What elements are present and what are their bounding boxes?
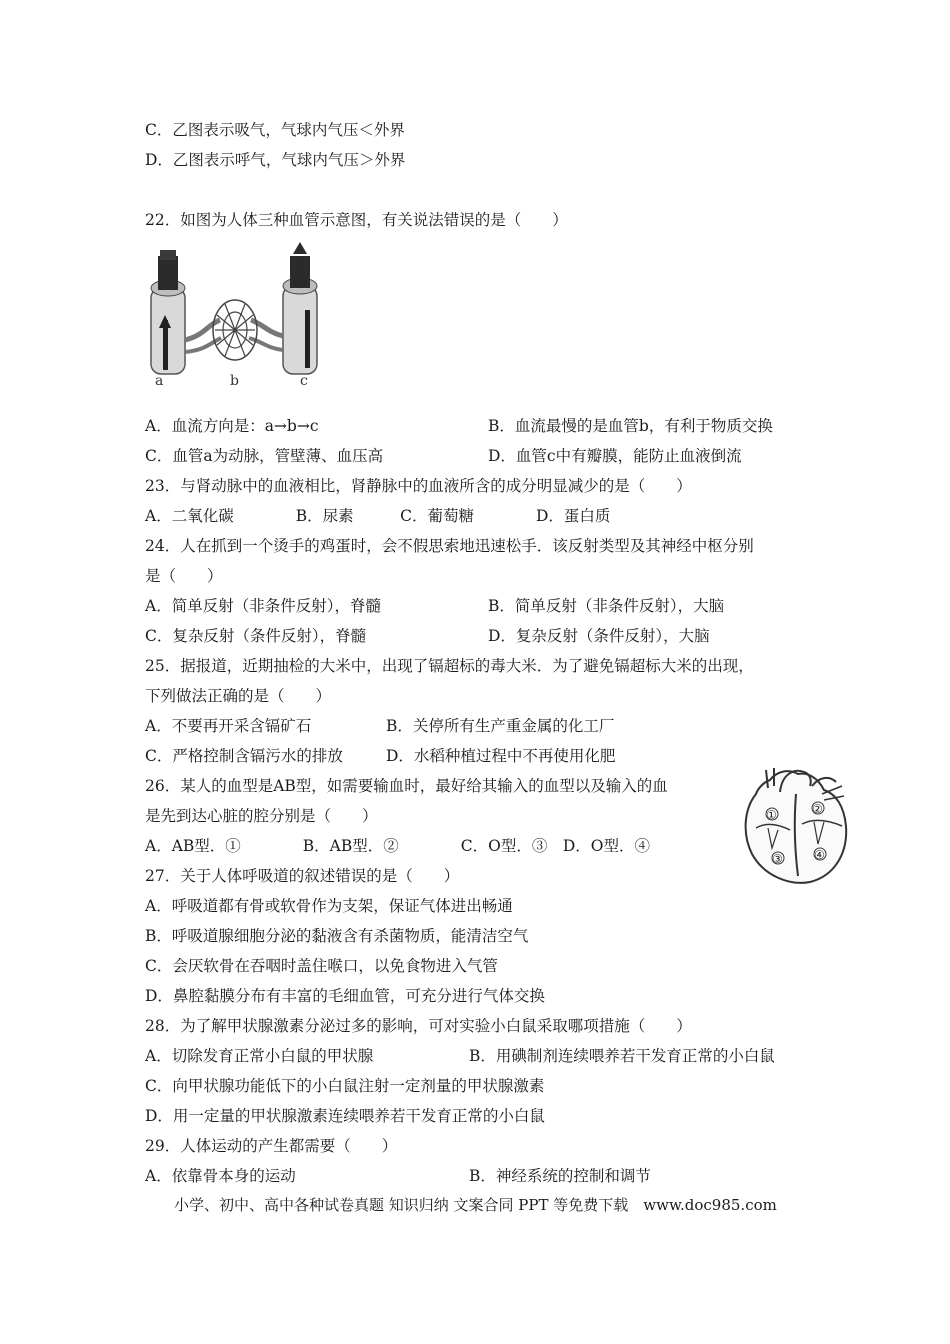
q29-stem: 29．人体运动的产生都需要（ ） bbox=[145, 1137, 398, 1155]
q28-option-d: D．用一定量的甲状腺激素连续喂养若干发育正常的小白鼠 bbox=[145, 1107, 545, 1125]
q25-option-d: D．水稻种植过程中不再使用化肥 bbox=[386, 747, 616, 765]
q24-options-row1 bbox=[145, 596, 725, 616]
q27-option-d: D．鼻腔黏膜分布有丰富的毛细血管，可充分进行气体交换 bbox=[145, 987, 545, 1005]
q25-options-row2 bbox=[145, 746, 616, 766]
q27-stem: 27．关于人体呼吸道的叙述错误的是（ ） bbox=[145, 867, 460, 885]
label-b: b bbox=[230, 373, 239, 388]
q21-option-d: D．乙图表示呼气，气球内气压＞外界 bbox=[145, 151, 406, 169]
q28-option-c: C．向甲状腺功能低下的小白鼠注射一定剂量的甲状腺激素 bbox=[145, 1077, 545, 1095]
label-a: a bbox=[155, 373, 164, 388]
q24-option-b: B．简单反射（非条件反射），大脑 bbox=[488, 597, 725, 615]
q22-options-row1 bbox=[145, 416, 773, 436]
q26-stem-line2: 是先到达心脏的腔分别是（ ） bbox=[145, 807, 378, 825]
q22-option-b: B．血流最慢的是血管b，有利于物质交换 bbox=[488, 417, 773, 435]
q25-stem-line1: 25．据报道，近期抽检的大米中，出现了镉超标的毒大米．为了避免镉超标大米的出现， bbox=[145, 657, 754, 675]
q23-stem: 23．与肾动脉中的血液相比，肾静脉中的血液所含的成分明显减少的是（ ） bbox=[145, 477, 692, 495]
q22-options-row2 bbox=[145, 446, 742, 466]
q24-stem-line2: 是（ ） bbox=[145, 567, 223, 585]
q28-option-b: B．用碘制剂连续喂养若干发育正常的小白鼠 bbox=[469, 1047, 775, 1065]
q22-option-d: D．血管c中有瓣膜，能防止血液倒流 bbox=[488, 447, 742, 465]
q22-stem: 22．如图为人体三种血管示意图，有关说法错误的是（ ） bbox=[145, 211, 568, 229]
q25-option-b: B．关停所有生产重金属的化工厂 bbox=[386, 717, 615, 735]
q26-options: A．AB型．① B．AB型．② C．O型．③ D．O型．④ bbox=[145, 837, 650, 855]
q24-option-c: C．复杂反射（条件反射），脊髓 bbox=[145, 627, 367, 645]
q24-options-row2 bbox=[145, 626, 710, 646]
heart-label-3: ③ bbox=[772, 852, 783, 866]
q25-option-c: C．严格控制含镉污水的排放 bbox=[145, 747, 343, 765]
q27-option-b: B．呼吸道腺细胞分泌的黏液含有杀菌物质，能清洁空气 bbox=[145, 927, 529, 945]
q24-option-a: A．简单反射（非条件反射），脊髓 bbox=[145, 597, 381, 615]
q28-options-row1 bbox=[145, 1046, 775, 1066]
heart-label-2: ② bbox=[812, 802, 823, 816]
q29-option-a: A．依靠骨本身的运动 bbox=[145, 1167, 296, 1185]
heart-label-1: ① bbox=[766, 808, 777, 822]
q23-options: A．二氧化碳 B．尿素 C．葡萄糖 D．蛋白质 bbox=[145, 507, 611, 525]
q27-option-a: A．呼吸道都有骨或软骨作为支架，保证气体进出畅通 bbox=[145, 897, 513, 915]
q28-stem: 28．为了解甲状腺激素分泌过多的影响，可对实验小白鼠采取哪项措施（ ） bbox=[145, 1017, 692, 1035]
label-c: c bbox=[300, 373, 308, 388]
heart-figure bbox=[738, 764, 852, 888]
page-footer: 小学、初中、高中各种试卷真题 知识归纳 文案合同 PPT 等免费下载 www.doc985.com bbox=[174, 1196, 777, 1214]
q21-option-c: C．乙图表示吸气，气球内气压＜外界 bbox=[145, 121, 405, 139]
q25-option-a: A．不要再开采含镉矿石 bbox=[145, 717, 312, 735]
q28-option-a: A．切除发育正常小白鼠的甲状腺 bbox=[145, 1047, 374, 1065]
q24-stem-line1: 24．人在抓到一个烫手的鸡蛋时，会不假思索地迅速松手．该反射类型及其神经中枢分别 bbox=[145, 537, 754, 555]
q25-stem-line2: 下列做法正确的是（ ） bbox=[145, 687, 332, 705]
q26-stem-line1: 26．某人的血型是AB型，如需要输血时，最好给其输入的血型以及输入的血 bbox=[145, 777, 668, 795]
heart-label-4: ④ bbox=[814, 848, 825, 862]
q29-option-b: B．神经系统的控制和调节 bbox=[469, 1167, 651, 1185]
q27-option-c: C．会厌软骨在吞咽时盖住喉口，以免食物进入气管 bbox=[145, 957, 498, 975]
q25-options-row1 bbox=[145, 716, 615, 736]
blood-vessel-figure bbox=[145, 240, 325, 388]
q22-option-a: A．血流方向是：a→b→c bbox=[145, 417, 319, 435]
q24-option-d: D．复杂反射（条件反射），大脑 bbox=[488, 627, 710, 645]
q22-option-c: C．血管a为动脉，管壁薄、血压高 bbox=[145, 447, 384, 465]
q29-options-row1 bbox=[145, 1166, 651, 1186]
